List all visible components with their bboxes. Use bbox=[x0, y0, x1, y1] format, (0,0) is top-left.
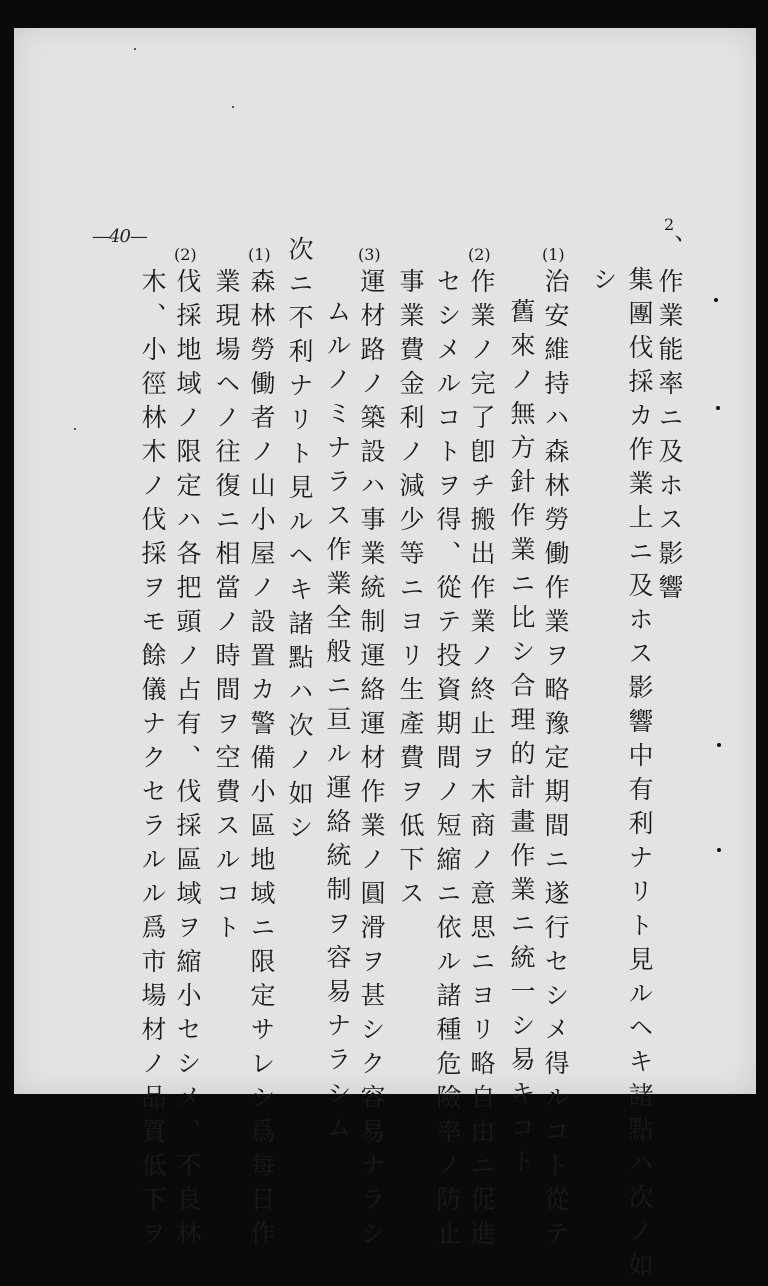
scan-speck bbox=[232, 106, 234, 108]
text-column: 作業ノ完了卽チ搬出作業ノ終止ヲ木商ノ意思ニヨリ略自由ニ促進 bbox=[467, 268, 496, 1254]
text-column: 舊來ノ無方針作業ニ比シ合理的計畫作業ニ統一シ易キコト bbox=[507, 298, 536, 1182]
scan-speck bbox=[717, 743, 721, 747]
scan-speck bbox=[134, 48, 136, 50]
page-number: —40— bbox=[92, 226, 147, 247]
text-column: 、作業能率ニ及ホス影響 bbox=[655, 234, 684, 608]
text-column: セシメルコトヲ得、從テ投資期間ノ短縮ニ依ル諸種危險率ノ防止 bbox=[433, 268, 462, 1254]
scan-speck bbox=[74, 428, 76, 430]
section-number: 2 bbox=[664, 215, 675, 234]
item-marker: (1) bbox=[248, 245, 271, 264]
text-column: 業現場ヘノ往復ニ相當ノ時間ヲ空費スルコト bbox=[212, 268, 241, 948]
text-column: 森林勞働者ノ山小屋ノ設置カ警備小區地域ニ限定サレシ爲每日作 bbox=[247, 268, 276, 1254]
scan-speck bbox=[716, 406, 720, 410]
item-marker: (1) bbox=[542, 245, 565, 264]
item-marker: (3) bbox=[358, 245, 381, 264]
text-column: 治安維持ハ森林勞働作業ヲ略豫定期間ニ遂行セシメ得ルコト從テ bbox=[541, 268, 570, 1254]
text-column: 次ニ不利ナリト見ルヘキ諸點ハ次ノ如シ bbox=[285, 236, 314, 848]
scan-speck bbox=[717, 848, 721, 852]
item-marker: (2) bbox=[468, 245, 491, 264]
text-column: ムルノミナラス作業全般ニ亘ル運絡統制ヲ容易ナラシム bbox=[323, 298, 352, 1148]
text-column: 木、小徑林木ノ伐採ヲモ餘儀ナクセラルル爲市場材ノ品質低下ヲ bbox=[138, 268, 167, 1254]
text-column: 事業費金利ノ減少等ニヨリ生產費ヲ低下ス bbox=[396, 268, 425, 914]
text-column: 伐採地域ノ限定ハ各把頭ノ占有、伐採區域ヲ縮小セシメ、不良林 bbox=[173, 268, 202, 1254]
document-page bbox=[14, 28, 756, 1286]
text-column: 集團伐採カ作業上ニ及ホス影響中有利ナリト見ルヘキ諸點ハ次ノ如 bbox=[625, 266, 654, 1286]
text-column: 運材路ノ築設ハ事業統制運絡運材作業ノ圓滑ヲ甚シク容易ナラシ bbox=[357, 268, 386, 1254]
item-marker: (2) bbox=[174, 245, 197, 264]
scan-speck bbox=[714, 298, 718, 302]
text-column: シ bbox=[589, 266, 618, 300]
